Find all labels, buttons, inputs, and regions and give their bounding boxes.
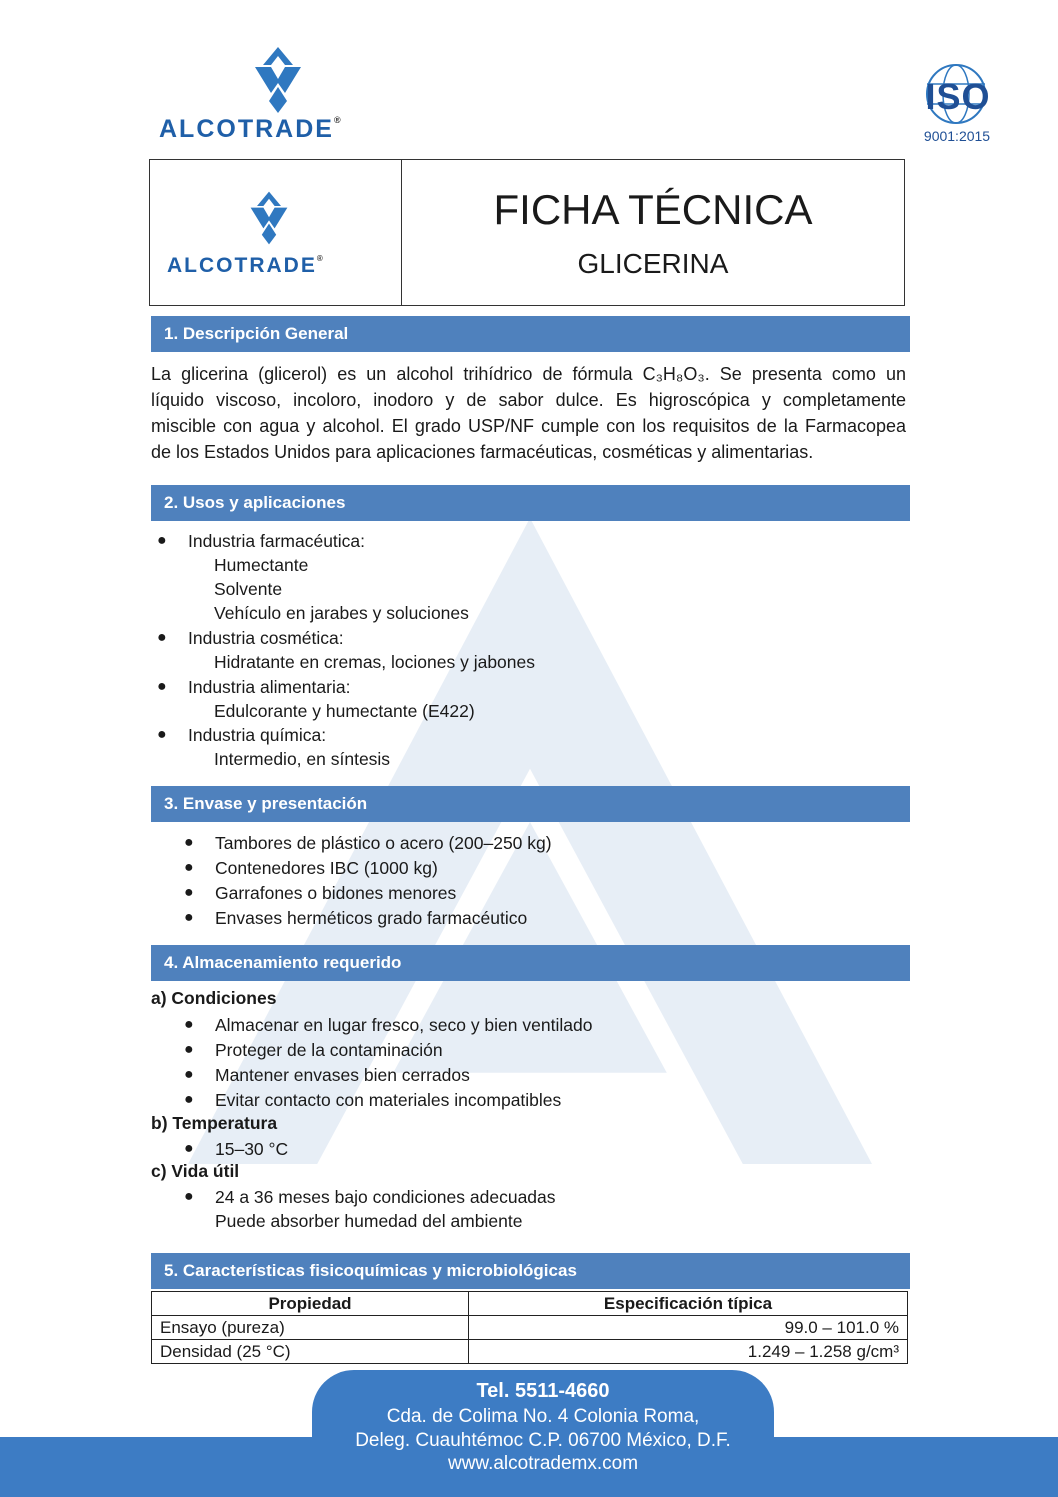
bullet-icon: ● [157,678,167,695]
temperature-label: b) Temperatura [151,1113,278,1133]
footer-website-link[interactable]: www.alcotrademx.com [447,1453,639,1474]
alcotrade-emblem-icon [241,190,297,246]
bullet-icon: ● [184,909,194,926]
list-item: Solvente [214,579,283,599]
footer-phone: Tel. 5511-4660 [476,1380,610,1402]
list-item: Garrafones o bidones menores [215,883,457,903]
list-item: Industria alimentaria: [188,677,351,697]
conditions-label: a) Condiciones [151,988,277,1008]
list-item: 24 a 36 meses bajo condiciones adecuadas [215,1187,556,1207]
list-item: Intermedio, en síntesis [214,749,391,769]
bullet-icon: ● [184,1140,194,1157]
list-item: Industria química: [188,725,327,745]
list-item: Tambores de plástico o acero (200–250 kg) [215,833,552,853]
shelf-life-label: c) Vida útil [151,1161,240,1181]
bullet-icon: ● [157,726,167,743]
section-1-description [151,361,906,465]
table-header-row [152,1292,908,1316]
bullet-icon: ● [184,1091,194,1108]
table-cell: Densidad (25 °C) [152,1340,469,1364]
document-subtitle: GLICERINA [577,248,729,279]
specifications-table [151,1291,908,1364]
footer-address-line-1: Cda. de Colima No. 4 Colonia Roma, [386,1406,700,1427]
list-item-note: Puede absorber humedad del ambiente [215,1211,523,1231]
top-brand-logo [155,45,415,145]
bullet-icon: ● [184,834,194,851]
registered-mark: ® [333,115,341,125]
list-item: Edulcorante y humectante (E422) [214,701,475,721]
table-cell: 1.249 – 1.258 g/cm³ [469,1340,908,1364]
list-item: Proteger de la contaminación [215,1040,443,1060]
list-item: Hidratante en cremas, lociones y jabones [214,652,536,672]
list-item: Humectante [214,555,309,575]
bullet-icon: ● [184,1066,194,1083]
header-brand-name: ALCOTRADE [167,254,317,277]
bullet-icon: ● [184,1041,194,1058]
section-1-header: 1. Descripción General [151,316,910,352]
list-item: Almacenar en lugar fresco, seco y bien ventilado [215,1015,593,1035]
description-line: La glicerina (glicerol) es un alcohol trihídrico de fórmula C₃H₈O₃. Se presenta como un [151,364,906,384]
list-item: Vehículo en jarabes y soluciones [214,603,469,623]
brand-name: ALCOTRADE [159,115,334,143]
section-5-header: 5. Características fisicoquímicas y microbiológicas [151,1253,910,1289]
list-item: Evitar contacto con materiales incompatibles [215,1090,562,1110]
header-logo-cell [150,160,402,305]
bullet-icon: ● [184,1016,194,1033]
list-item: Mantener envases bien cerrados [215,1065,470,1085]
column-header: Especificación típica [469,1292,908,1316]
section-2-header: 2. Usos y aplicaciones [151,485,910,521]
iso-badge [912,62,1002,150]
document-title: FICHA TÉCNICA [493,186,813,233]
bullet-icon: ● [184,884,194,901]
description-line: de los Estados Unidos para aplicaciones farmacéuticas, cosméticas y alimentarias. [151,442,814,462]
header-registered-mark: ® [316,254,323,263]
description-line: miscible con agua y alcohol. El grado USP/NF cumple con los requisitos de la Farmacopea [151,416,906,436]
bullet-icon: ● [157,532,167,549]
bullet-icon: ● [184,1188,194,1205]
header-box [149,159,905,306]
iso-label: ISO [925,76,991,117]
iso-standard: 9001:2015 [923,128,991,144]
footer-address-line-2: Deleg. Cuauhtémoc C.P. 06700 México, D.F. [355,1430,731,1451]
alcotrade-emblem-icon [243,45,313,115]
bullet-icon: ● [184,859,194,876]
list-item: Envases herméticos grado farmacéutico [215,908,528,928]
table-cell: 99.0 – 101.0 % [469,1316,908,1340]
column-header: Propiedad [152,1292,469,1316]
section-4-header: 4. Almacenamiento requerido [151,945,910,981]
description-line: líquido viscoso, incoloro, inodoro y de sabor dulce. Es higroscópica y completamente [151,390,906,410]
table-row [152,1316,908,1340]
list-item: Industria cosmética: [188,628,344,648]
table-row [152,1340,908,1364]
table-cell: Ensayo (pureza) [152,1316,469,1340]
list-item: 15–30 °C [215,1139,289,1159]
list-item: Industria farmacéutica: [188,531,366,551]
list-item: Contenedores IBC (1000 kg) [215,858,438,878]
section-3-header: 3. Envase y presentación [151,786,910,822]
bullet-icon: ● [157,629,167,646]
